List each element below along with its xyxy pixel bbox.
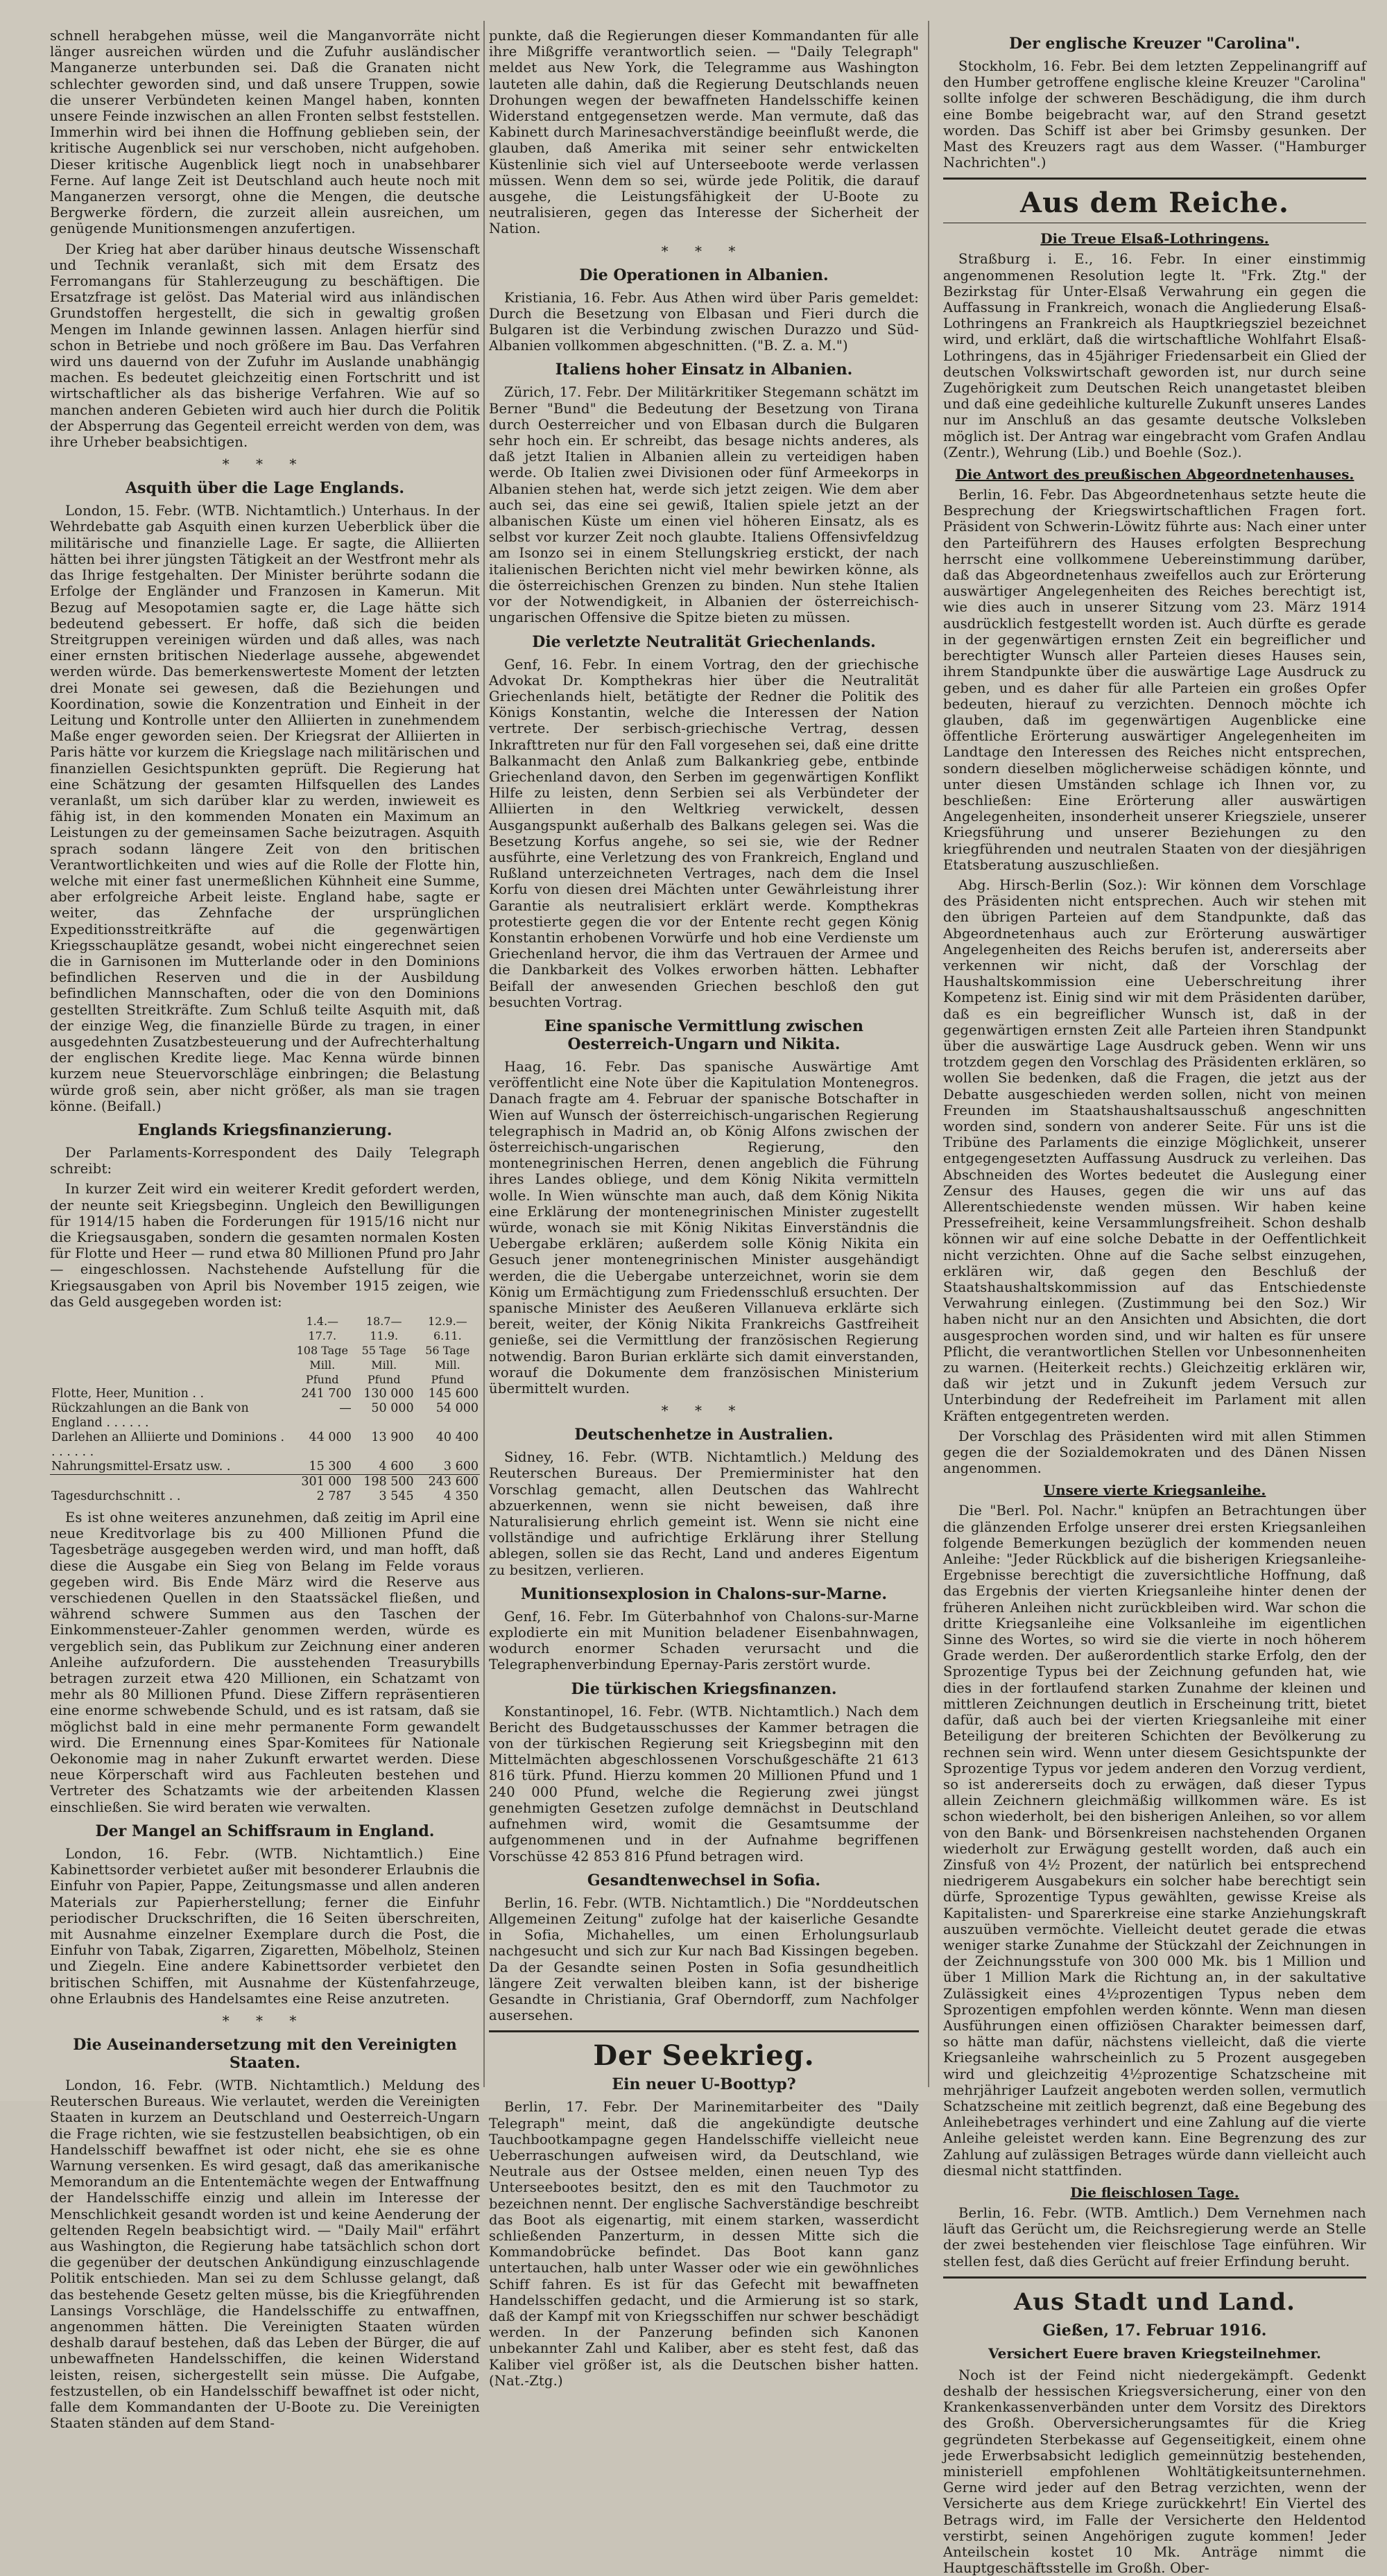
section-title-reich: Aus dem Reiche. (1020, 187, 1289, 220)
column-1 (50, 28, 480, 2432)
headline-schiffsraum: Der Mangel an Schiffsraum in England. (95, 1822, 435, 1840)
article-paragraph: London, 16. Febr. (WTB. Nichtamtlich.) Eine Kabinettsorder verbietet außer mit besonderer Erlaubnis die Einfuhr von Papier, Pappe, Zeitungsmasse und allen anderen Materials zur Papierherstellung; ferner die Einfuhr periodischer Druckschriften, die 16 Seiten überschreiten, mit Ausnahme einzelner Exemplare durch die Post, die Einfuhr von Tabak, Zigarren, Zigaretten, Möbelholz, Steinen und Ziegeln. Eine andere Kabinettsorder verbietet den britischen Schiffen, mit Ausnahme der Küstenfahrzeuge, ohne Erlaubnis des Handelsamtes eine Reise anzutreten. (50, 1845, 480, 2007)
table-header: 55 Tage (361, 1344, 406, 1358)
column-3 (943, 28, 1367, 2576)
article-paragraph: Berlin, 16. Febr. (WTB. Nichtamtlich.) Die "Norddeutschen Allgemeinen Zeitung" zufolge hat der kaiserliche Gesandte in Sofia, Michahelles, um einen Erholungsurlaub nachgesucht und sich zur Kur nach Bad Kissingen begeben. Da der Gesandte seinen Posten in Sofia gesundheitlich längere Zeit verwalten bleiben kann, ist der bisherige Gesandte in Christiania, Graf Oberndorff, zum Nachfolger ausersehen. (489, 1894, 919, 2024)
article-paragraph: Stockholm, 16. Febr. Bei dem letzten Zeppelinangriff auf den Humber getroffene englische kleine Kreuzer "Carolina" sollte infolge der schweren Beschädigung, die ihm durch eine Bombe beigebracht war, auf den Strand gesetzt worden. Das Schiff ist aber bei Grimsby gesunken. Der Mast des Kreuzers ragt aus dem Wasser. ("Hamburger Nachrichten".) (943, 58, 1366, 171)
article-paragraph: Die "Berl. Pol. Nachr." knüpfen an Betrachtungen über die glänzenden Erfolge unserer drei ersten Kriegsanleihen folgende Bemerkungen bezüglich der kommenden neuen Anleihe: "Jeder Rückblick auf die bisherigen Kriegsanleihe-Ergebnisse berechtigt die zuversichtliche Hoffnung, daß das Ergebnis der vierten Kriegsanleihe hinter denen der früheren Anleihen nicht zurückbleiben wird. War schon die dritte Kriegsanleihe eine Volksanleihe im eigentlichen Sinne des Wortes, so wird sie die vierte in noch höherem Grade werden. Der außerordentlich starke Erfolg, den der Sprozentige Typus bei der Zeichnung gefunden hat, wie dies in der fortlaufend starken Zunahme der kleinen und mittleren Zeichnungen deutlich in Erscheinung tritt, bietet dafür, daß auch bei der vierten Kriegsanleihe mit einer Beteiligung der breiteren Schichten der Bevölkerung zu rechnen sein wird. Wenn unter diesem Gesichtspunkte der Sprozentige Typus vor jedem anderen den Vorzug verdient, so ist andererseits doch zu erwägen, daß dieser Typus allein Zeichnern gleichmäßig willkommen wäre. Es ist schon wiederholt, bei den bisherigen Anleihen, so vor allem von den Bank- und Börsenkreisen nachstehenden Organen wiederholt zur Erwägung gestellt worden, daß auch ein Zinsfuß von 4½ Prozent, der natürlich bei entsprechend niedrigerem Ausgabekurs ein solcher habe berechtigt sein dürfe, Sprozentige Typus gewählten, gewisse Kreise als Kapitalisten- und Sparerkreise eine starke Anziehungskraft auszuüben vermöchte. Vielleicht deutet gerade die etwas weniger starke Zunahme der Stückzahl der Zeichnungen in der Zeichnungsstufe von 300 000 Mk. bis 1 Million und über 1 Million Mark die Richtung an, in der sakultative Zulässigkeit eines 4½prozentigen Typus neben dem Sprozentigen empfohlen werden könnte. Wenn man diesen Ausführungen einen offiziösen Charakter beimessen darf, so hätte man dafür, nächstens vielleicht, daß die vierte Kriegsanleihe wahrscheinlich zu 5 Prozent ausgegeben wird und gleichzeitig 4½prozentige Schatzscheine mit mehrjähriger Laufzeit angeboten werden sollen, vermutlich Schatzscheine mit zeitlich begrenzt, daß eine Begebung des Anleihebetrages verhindert und eine Zahlung auf die vierte Anleihe geleistet werden kann. Eine Begrenzung des zur Zahlung auf zulässigen Betrages würde dann vielleicht auch diesmal nicht stattfinden. (943, 1503, 1367, 2179)
article-paragraph: Abg. Hirsch-Berlin (Soz.): Wir können dem Vorschlage des Präsidenten nicht entsprechen. Auch wir stehen mit den übrigen Parteien auf dem Standpunkte, daß das Abgeordnetenhaus auch zur Erörterung auswärtiger Angelegenheiten des Reichs berufen ist, andererseits aber verkennen wir nicht, daß der Vorschlag der Haushaltskommission eine Ueberschreitung ihrer Kompetenz ist. Einig sind wir mit dem Präsidenten darüber, daß es ein begreiflicher Wunsch ist, daß in der gegenwärtigen ernsten Zeit alle Parteien ihren Standpunkt über die auswärtige Lage Ausdruck geben. Wenn wir uns trotzdem gegen den Vorschlag des Präsidenten erklären, so wollen Sie bedenken, daß die Fragen, die jetzt aus der Debatte ausgeschieden werden sollen, nicht von meinen Freunden im Staatshaushaltsausschuß angeschnitten worden sind, sondern von anderer Seite. Für uns ist die Tribüne des Parlaments die einzige Möglichkeit, unserer entgegengesetzten Auffassung Ausdruck zu verleihen. Das Abschneiden des Wortes bedeutet die Auslegung einer Zensur des Hauses, gegen die wir uns auf das Allerentschiedenste wenden müssen. Wir haben keine Pressefreiheit, keine Versammlungsfreiheit. Schon deshalb können wir auf eine solche Debatte in der Oeffentlichkeit nicht verzichten. Ohne auf die Sache selbst einzugehen, erklären wir, daß gegen den Beschluß der Staatshaushaltskommission auf das Entschiedenste Verwahrung einlegen. (Zustimmung bei den Soz.) Wir haben nicht nur an den Ansichten und Absichten, die dort ausgesprochen worden sind, und wir halten es für unsere Pflicht, die verantwortlichen Stellen vor Unbesonnenheiten zu warnen. (Heiterkeit rechts.) Gleichzeitig erklären wir, daß wir jetzt und in Zukunft jedem Versuch zur Unterbindung der Redefreiheit im Parlament mit allen Kräften entgegentreten werden. (943, 876, 1366, 1424)
article-paragraph: London, 15. Febr. (WTB. Nichtamtlich.) Unterhaus. In der Wehrdebatte gab Asquith einen kurzen Ueberblick über die militärische und finanzielle Lage. Er sagte, die Alliierten hätten bei ihrer jüngsten Tätigkeit an der Westfront mehr als das Ihrige festgehalten. Der Minister berührte sodann die Erfolge der Engländer und Franzosen in Kamerun. Mit Bezug auf Mesopotamien sagte er, die Lage hätte sich bedeutend gebessert. Er hoffe, daß sich die beiden Streitgruppen vereinigen würden und daß alles, was nach einer ernsten britischen Niederlage aussehe, abgewendet werden würde. Das bemerkenswerteste Moment der letzten drei Monate sei gewesen, daß die Beziehungen und Koordination, sowie die Konzentration und Einheit in der Leitung und Kontrolle unter den Alliierten in zunehmendem Maße enger geworden seien. Der Kriegsrat der Alliierten in Paris hätte vor kurzem die Kriegslage nach militärischen und finanziellen Gesichtspunkten geprüft. Die Regierung hat eine Schätzung der gesamten Hilfsquellen des Landes veranlaßt, um sich darüber klar zu werden, inwieweit es fähig ist, in den kommenden Monaten ein Maximum an Leistungen zu der gemeinsamen Sache beizutragen. Asquith sprach sodann längere Zeit von den britischen Verantwortlichkeiten und wies auf die Rolle der Flotte hin, welche mit einer fast unermeßlichen Kühnheit eine Summe, aber erfolgreiche Arbeit leiste. England habe, sagte er weiter, das Zehnfache der ursprünglichen Expeditionsstreitkräfte auf die gegenwärtigen Kriegsschauplätze gesandt, wobei nicht eingerechnet seien die in Garnisonen im Mutterlande oder in den Dominions befindlichen Reserven und die in der Ausbildung befindlichen Mannschaften, oder die von den Dominions gestellten Streitkräfte. Zum Schluß teilte Asquith mit, daß der einzige Weg, die finanzielle Bürde zu tragen, in einer ausgedehnten Zusatzbesteuerung und der Aufrechterhaltung der englischen Kredite liege. Mac Kenna würde binnen kurzem neue Steuervorschläge einbringen; die Belastung würde groß sein, aber nicht größer, als man sie tragen könne. (Beifall.) (50, 503, 480, 1114)
headline-griechenland: Die verletzte Neutralität Griechenlands. (532, 632, 876, 651)
table-header: 18.7—11.9. (365, 1315, 402, 1343)
table-header: 108 Tage (296, 1344, 348, 1358)
headline-tuerkisch: Die türkischen Kriegsfinanzen. (571, 1679, 837, 1698)
headline-munition: Munitionsexplosion in Chalons-sur-Marne. (520, 1584, 888, 1603)
section-title-seekrieg: Der Seekrieg. (593, 2039, 815, 2073)
section-stars: * * * (222, 2012, 308, 2029)
section-title-stadt: Aus Stadt und Land. (1014, 2288, 1295, 2316)
headline-versichert: Versichert Euere braven Kriegsteilnehmer. (988, 2344, 1322, 2362)
section-rule (489, 2030, 919, 2032)
article-paragraph: Zürich, 17. Febr. Der Militärkritiker Stegemann schätzt im Berner "Bund" die Bedeutung der Besetzung von Tirana durch Oesterreicher und von Elbasan durch die Bulgaren sehr hoch ein. Er schreibt, das besage nichts anderes, als daß jetzt Italien in Albanien allein zu verteidigen haben werde. Ob Italien zwei Divisionen oder fünf Armeekorps in Albanien stehen hat, werde sich jetzt zeigen. Wie dem aber auch sei, das eine sei gewiß, Italien spiele jetzt an der albanischen Küste um einen viel höheren Einsatz, als es selbst vor kurzer Zeit noch glaubte. Italiens Offensivfeldzug am Isonzo sei in einem Stellungskrieg erstickt, der nach italienischen Berichten nicht viel mehr bewirken könne, als die österreichischen Grenzen zu binden. Nun stehe Italien vor der Notwendigkeit, in Albanien der österreichisch-ungarischen Offensive die Spitze bieten zu müssen. (489, 384, 919, 626)
column-rule (483, 21, 485, 2087)
table-total-row: 301 000 198 500 243 600 (50, 1475, 480, 1490)
expenditure-table (50, 1314, 480, 1504)
headline-gesandtenwechsel: Gesandtenwechsel in Sofia. (587, 1871, 821, 1890)
article-paragraph: Genf, 16. Febr. Im Güterbahnhof von Chalons-sur-Marne explodierte ein mit Munition beladener Eisenbahnwagen, wodurch enormer Schaden verursacht und die Telegraphenverbindung Epernay-Paris zerstört wurde. (489, 1608, 919, 1673)
headline-uboottyp: Ein neuer U-Boottyp? (612, 2075, 796, 2094)
table-header: Mill. Pfund (305, 1358, 339, 1387)
article-paragraph: Noch ist der Feind nicht niedergekämpft. Gedenkt deshalb der hessischen Kriegsversicherung, einer von den Krankenkassenverbänden unter dem Vorsitz des Direktors des Großh. Oberversicherungsamtes für die Krieg gegründeten Sterbekasse auf Gegenseitigkeit, einem ohne jede Erwerbsabsicht lediglich gemeinnützig bestehenden, ministeriell empfohlenen Wohltätigkeitsunternehmen. Gerne wird jeder auf den Betrag verzichten, wenn der Versicherte aus dem Kriege zurückkehrt! Ein Viertel des Betrags wird, im Falle der Versicherte den Heldentod verstirbt, seinen Angehörigen zugute kommen! Jeder Anteilschein kostet 10 Mk. Anträge nimmt die Hauptgeschäftsstelle im Großh. Ober- (943, 2367, 1366, 2576)
headline-albanien: Die Operationen in Albanien. (579, 266, 829, 284)
article-paragraph: Genf, 16. Febr. In einem Vortrag, den der griechische Advokat Dr. Kompthekras hier über die Neutralität Griechenlands hielt, betätigte der Redner die Politik des Königs Konstantin, welche die Interessen der Nation vertrete. Der serbisch-griechische Vertrag, dessen Inkrafttreten nur für den Fall vorgesehen sei, daß eine dritte Balkanmacht den Anlaß zum Balkankrieg gebe, entbinde Griechenland davon, den Serben im gegenwärtigen Konflikt Hilfe zu leisten, denn Serbien sei als Verbündeter der Alliierten in den Weltkrieg verwickelt, dessen Ausgangspunkt außerhalb des Balkans gelegen sei. Was die Besetzung Korfus angehe, so sei sie, wie der Redner ausführte, eine Verletzung des von Frankreich, England und Rußland unterzeichneten Vertrages, nach dem die Insel Korfu von diesen drei Mächten unter Gewährleistung ihrer Garantie als neutralisiert erklärt werde. Kompthekras protestierte gegen die vor der Entente recht gegen König Konstantin erhobenen Vorwürfe und hob eine Verdienste um Griechenland hervor, die ihm das Vertrauen der Armee und die Dankbarkeit des Volkes erworben hätten. Lebhafter Beifall der anwesenden Griechen beschloß den gut besuchten Vortrag. (489, 656, 919, 1010)
table-header: 1.4.—17.7. (306, 1315, 339, 1343)
article-paragraph: Sidney, 16. Febr. (WTB. Nichtamtlich.) Meldung des Reuterschen Bureaus. Der Premierminister hat den Vorschlag gemacht, allen Deutschen das Wahlrecht abzuerkennen, wenn sie nicht beweisen, daß ihre Naturalisierung ehrlich gemeint ist. Wenn sie nicht eine vollständige und aufrichtige Erklärung ihrer Stellung ablegen, sollen sie das Recht, Land und anderes Eigentum zu besitzen, verlieren. (489, 1449, 919, 1578)
article-paragraph: London, 16. Febr. (WTB. Nichtamtlich.) Meldung des Reuterschen Bureaus. Wie verlautet, werden die Vereinigten Staaten in kurzem an Deutschland und Oesterreich-Ungarn die Frage richten, wie sie festzustellen beabsichtigen, ob ein Handelsschiff bewaffnet ist oder nicht, ehe sie es ohne Warnung versenken. Es wird gesagt, daß das amerikanische Memorandum an die Ententemächte wegen der Entwaffnung der Handelsschiffe einzig und allein im Interesse der Menschlichkeit gesandt worden ist und keine Aenderung der geltenden Regeln beabsichtigt wird. — "Daily Mail" erfährt aus Washington, die Regierung habe tatsächlich schon dort die gegenüber der deutschen Ankündigung einzuschlagende Politik entschieden. Man sei zu dem Schlusse gelangt, daß das bestehende Gesetz gelten müsse, bis die Kriegführenden Lansings Vorschläge, die Handelsschiffe zu entwaffnen, angenommen hätten. Die Vereinigten Staaten würden deshalb darauf bestehen, daß das Leben der Bürger, die auf unbewaffneten Handelsschiffen, die keinen Widerstand leisten, reisen, sichergestellt sein müsse. Die Aufgabe, festzustellen, ob ein Handelsschiff bewaffnet ist oder nicht, falle dem Kommandanten der U-Boote zu. Die Vereinigten Staaten ständen auf dem Stand- (50, 2077, 480, 2432)
table-header: Mill. Pfund (431, 1358, 465, 1387)
headline-italien: Italiens hoher Einsatz in Albanien. (555, 361, 853, 379)
table-row: Tagesdurchschnitt . . 2 787 3 545 4 350 (51, 1489, 479, 1504)
column-2 (489, 28, 919, 2389)
section-stars: * * * (661, 242, 747, 259)
headline-kriegsanleihe: Unsere vierte Kriegsanleihe. (1043, 1482, 1266, 1499)
section-rule (943, 178, 1366, 180)
section-rule (943, 2276, 1366, 2279)
headline-spanisch: Eine spanische Vermittlung zwischen Oesterreich-Ungarn und Nikita. (544, 1017, 864, 1053)
column-rule (928, 21, 929, 2087)
table-header: 56 Tage (425, 1344, 470, 1358)
article-paragraph: Berlin, 16. Febr. (WTB. Amtlich.) Dem Vernehmen nach läuft das Gerücht um, die Reichsregierung werde an Stelle der zwei bestehenden vier fleischlose Tage einführen. Wir stellen fest, daß dies Gerücht auf freier Erfindung beruht. (943, 2204, 1366, 2270)
article-paragraph: Konstantinopel, 16. Febr. (WTB. Nichtamtlich.) Nach dem Bericht des Budgetausschusses der Kammer betragen die von der türkischen Regierung seit Kriegsbeginn mit den Mittelmächten abgeschlossenen Vorschußgeschäfte 21 613 816 türk. Pfund. Hierzu kommen 20 Millionen Pfund und 1 240 000 Pfund, welche die Regierung zwei jüngst genehmigten Gesetzen zufolge demnächst in Deutschland aufnehmen wird, womit die Gesamtsumme der aufgenommenen und in der Aufnahme begriffenen Vorschüsse 42 853 816 Pfund betragen wird. (489, 1703, 919, 1865)
dateline: Gießen, 17. Februar 1916. (1042, 2321, 1267, 2340)
table-header: Mill. Pfund (367, 1358, 401, 1387)
article-paragraph: Der Krieg hat aber darüber hinaus deutsche Wissenschaft und Technik veranlaßt, sich mit dem Ersatz des Ferromangans für Stahlerzeugung zu beschäftigen. Die Ersatzfrage ist gelöst. Das Material wird aus inländischen Grundstoffen hergestellt, die sich in gewaltig großen Mengen im Inlande gewinnen lassen. Anlagen hierfür sind schon in Betriebe und noch größere im Bau. Das Verfahren wird uns dauernd von der Zufuhr im Auslande unabhängig machen. Es bedeutet gleichzeitig einen Fortschritt und ist wirtschaftlicher als das bisherige Verfahren. Wie auf so manchen anderen Gebieten wird auch hier durch die Politik der Absperrung das Gegenteil erreicht werden von dem, was ihre Urheber beabsichtigen. (50, 241, 480, 451)
article-paragraph: Kristiania, 16. Febr. Aus Athen wird über Paris gemeldet: Durch die Besetzung von Elbasan und Fieri durch die Bulgaren ist die Verbindung zwischen Durazzo und Süd-Albanien vollkommen abgeschnitten. ("B. Z. a. M.") (489, 289, 919, 354)
table-row: Darlehen an Alliierte und Dominions . . . . . . . 44 000 13 900 40 400 (51, 1430, 479, 1460)
article-paragraph: Straßburg i. E., 16. Febr. In einer einstimmig angenommenen Resolution legte lt. "Frk. Ztg." der Bezirkstag für Unter-Elsaß Verwahrung ein gegen die Auffassung in Frankreich, wonach die Angliederung Elsaß-Lothringens an Frankreich als Hauptkriegsziel bezeichnet wird, und erklärt, daß die wirtschaftliche Wohlfahrt Elsaß-Lothringens, das in 45jähriger Friedensarbeit ein Glied der deutschen Volkswirtschaft geworden ist, nur durch seine Zugehörigkeit zum Deutschen Reich unangetastet bleiben und daß eine gedeihliche kulturelle Zukunft unseres Landes nur im Anschluß an das gesamte deutsche Volksleben möglich ist. Der Antrag war eingebracht vom Grafen Andlau (Zentr.), Wehrung (Lib.) und Boehle (Soz.). (943, 251, 1366, 460)
table-row: Nahrungsmittel-Ersatz usw. . 15 300 4 600 3 600 (51, 1460, 479, 1474)
headline-auseinandersetzung: Die Auseinandersetzung mit den Vereinigten Staaten. (73, 2035, 457, 2072)
section-stars: * * * (222, 456, 308, 473)
table-row: Rückzahlungen an die Bank von England . . . . . . — 50 000 54 000 (51, 1401, 479, 1430)
headline-abgeordnetenhaus: Die Antwort des preußischen Abgeordnetenhauses. (955, 466, 1354, 483)
section-stars: * * * (661, 1402, 747, 1419)
headline-asquith: Asquith über die Lage Englands. (126, 479, 404, 498)
headline-australien: Deutschenhetze in Australien. (574, 1426, 834, 1444)
article-paragraph: Haag, 16. Febr. Das spanische Auswärtige Amt veröffentlicht eine Note über die Kapitulation Montenegros. Danach fragte am 4. Februar der spanische Botschafter in Wien auf Wunsch der österreichisch-ungarischen Regierung telegraphisch in Madrid an, ob König Alfons zwischen der österreichisch-ungarischen Regierung, den montenegrinischen Herren, denen angeblich die Führung ihres Landes obliege, und dem König Nikita vermitteln wolle. In Wien wünschte man auch, daß dem König Nikita eine Erklärung der montenegrinischen Minister zugestellt würde, wonach sie mit König Nikitas Einverständnis die Uebergabe erklären; außerdem solle König Nikita ein Gesuch jener montenegrinischen Minister ausgehändigt werden, die die Uebergabe unterzeichnet, worin sie dem König um Ermächtigung zum Friedensschluß ersuchten. Der spanische Minister des Aeußeren Villanueva erklärte sich bereit, weiter, der König Nikita Frankreichs Gastfreiheit genieße, sei die Vermittlung der französischen Regierung notwendig. Baron Burian erklärte sich damit einverstanden, worauf die Dokumente dem französischen Ministerium übermittelt wurden. (489, 1058, 919, 1397)
table-header: 12.9.—6.11. (427, 1315, 467, 1343)
headline-kriegsfinanzierung: Englands Kriegsfinanzierung. (137, 1121, 393, 1139)
article-paragraph: Der Vorschlag des Präsidenten wird mit allen Stimmen gegen die der Sozialdemokraten und des Dänen Nissen angenommen. (943, 1428, 1366, 1477)
article-paragraph: schnell herabgehen müsse, weil die Manganvorräte nicht länger ausreichen würden und die Zufuhr ausländischer Manganerze unterbunden sei. Daß die Granaten nicht schlechter geworden sind, und daß unsere Truppen, sowie die unserer Verbündeten keinen Mangel haben, konnten unsere Feinde inzwischen an allen Fronten selbst feststellen. Immerhin wird bei ihnen die Hoffnung geblieben sein, der kritische Augenblick sei nur verschoben, nicht aufgehoben. Dieser kritische Augenblick liegt noch in unabsehbarer Ferne. Auf lange Zeit ist Deutschland auch heute noch mit Manganerzen versorgt, ohne die Mengen, die deutsche Bergwerke fördern, die zurzeit allein ausreichen, um genügende Munitionsmengen anzufertigen. (50, 28, 480, 237)
article-paragraph: punkte, daß die Regierungen dieser Kommandanten für alle ihre Mißgriffe verantwortlich seien. — "Daily Telegraph" meldet aus New York, die Telegramme aus Washington lauteten alle dahin, daß die Regierung Deutschlands neuen Drohungen wegen der bewaffneten Handelsschiffe keinen Widerstand entgegensetzen werde. Man vermute, daß das Kabinett durch Marinesachverständige beeinflußt werde, die glauben, daß Amerika mit seiner sehr entwickelten Küstenlinie sich viel auf Unterseeboote werde verlassen müssen. Wenn dem so sei, würde jede Politik, die darauf ausgehe, die Leistungsfähigkeit der U-Boote zu neutralisieren, gegen das Interesse der Sicherheit der Nation. (489, 28, 919, 237)
article-paragraph: In kurzer Zeit wird ein weiterer Kredit gefordert werden, der neunte seit Kriegsbeginn. Ungleich den Bewilligungen für 1914/15 haben die Forderungen für 1915/16 nicht nur die Kriegsausgaben, sondern die gesamten normalen Kosten für Flotte und Heer — rund etwa 80 Millionen Pfund pro Jahr — eingeschlossen. Nachstehende Aufstellung für die Kriegsausgaben von April bis November 1915 zeigen, wie das Geld ausgegeben worden ist: (50, 1181, 480, 1310)
headline-fleischlos: Die fleischlosen Tage. (1070, 2184, 1239, 2201)
article-paragraph: Es ist ohne weiteres anzunehmen, daß zeitig im April eine neue Kreditvorlage bis zu 400 Millionen Pfund die Tagesbeträge ausgegeben werden wird, und man hofft, daß diese die Ausgabe ein Sieg von Belang im Felde voraus gegeben wird. Bis Ende März wird die Reserve aus verschiedenen Quellen in den Staatssäckel fließen, und während schwere Summen aus den Taschen der Einkommensteuer-Zahler genommen werden, würde es vergeblich sein, das Publikum zur Zeichnung einer anderen Anleihe aufzufordern. Die ausstehenden Treasurybills betragen zurzeit etwa 420 Millionen, ein Schatzamt von mehr als 80 Millionen Pfund. Diese Ziffern repräsentieren eine enorme schwebende Schuld, und es ist ratsam, daß sie möglichst bald in eine mehr permanente Form gewandelt wird. Die Ernennung eines Spar-Komitees für Nationale Oekonomie mag in naher Zukunft erwartet werden. Diese neue Körperschaft wird aus Fachleuten bestehen und Vertreter des Schatzamts wie der arbeitenden Klassen einschließen. Sie wird beraten wie verwalten. (50, 1510, 480, 1815)
headline-elsass: Die Treue Elsaß-Lothringens. (1040, 230, 1269, 248)
article-paragraph: Berlin, 16. Febr. Das Abgeordnetenhaus setzte heute die Besprechung der Kriegswirtschaftlichen Fragen fort. Präsident von Schwerin-Löwitz führte aus: Nach einer unter den Parteiführern des Hauses erfolgten Besprechung herrscht eine vollkommene Uebereinstimmung darüber, daß das Abgeordnetenhaus zweifellos auch zur Erörterung auswärtiger Angelegenheiten des Reiches berechtigt ist, wie dies auch in unserer Sitzung vom 23. März 1914 ausdrücklich festgestellt worden ist. Auch dürfte es gerade in der gegenwärtigen ernsten Zeit ein begreiflicher und berechtigter Wunsch aller Parteien dieses Hauses sein, ihrem Standpunkte über die auswärtige Lage Ausdruck zu geben, und es daher für alle Parteien ein großes Opfer bedeuten, hierauf zu verzichten. Dennoch möchte ich glauben, daß im gegenwärtigen Augenblicke eine öffentliche Erörterung auswärtiger Angelegenheiten im Landtage den Interessen des Reiches nicht entsprechen, sondern dieselben möglicherweise schädigen könnte, und unter diesen Umständen schlage ich Ihnen vor, zu beschließen: Eine Erörterung aller auswärtigen Angelegenheiten, insonderheit unserer Kriegsziele, unserer Kriegsführung und unserer Beziehungen zu den kriegführenden und neutralen Staaten von der diesjährigen Etatsberatung auszuschließen. (943, 487, 1366, 873)
table-row: Flotte, Heer, Munition . . 241 700 130 000 145 600 (51, 1387, 479, 1401)
headline-carolina: Der englische Kreuzer "Carolina". (1009, 35, 1300, 53)
article-paragraph: Der Parlaments-Korrespondent des Daily Telegraph schreibt: (50, 1145, 480, 1177)
article-paragraph: Berlin, 17. Febr. Der Marinemitarbeiter des "Daily Telegraph" meint, daß die angekündigte deutsche Tauchbootkampagne gegen Handelsschiffe vielleicht neue Ueberraschungen aufweisen wird, da Deutschland, wie Neutrale aus der Ostsee melden, einen neuen Typ des Unterseebootes besitzt, den es mit den Tauchmotor zu bezeichnen nennt. Der englische Sachverständige beschreibt das Boot als eigenartig, mit einem starken, wasserdicht schließenden Panzerturm, in dessen Mitte sich die Kommandobrücke befindet. Das Boot kann ganz untertauchen, halb unter Wasser oder wie ein gewöhnliches Schiff fahren. Es ist für das Gefecht mit bewaffneten Handelsschiffen gedacht, und die Armierung ist so stark, daß der Kampf mit von Kriegsschiffen nur schwer beschädigt werden. In der Panzerung befinden sich Kanonen unbekannter Zahl und Kaliber, aber es steht fest, daß das Kaliber viel größer ist, als die Deutschen bisher hatten. (Nat.-Ztg.) (489, 2099, 919, 2389)
